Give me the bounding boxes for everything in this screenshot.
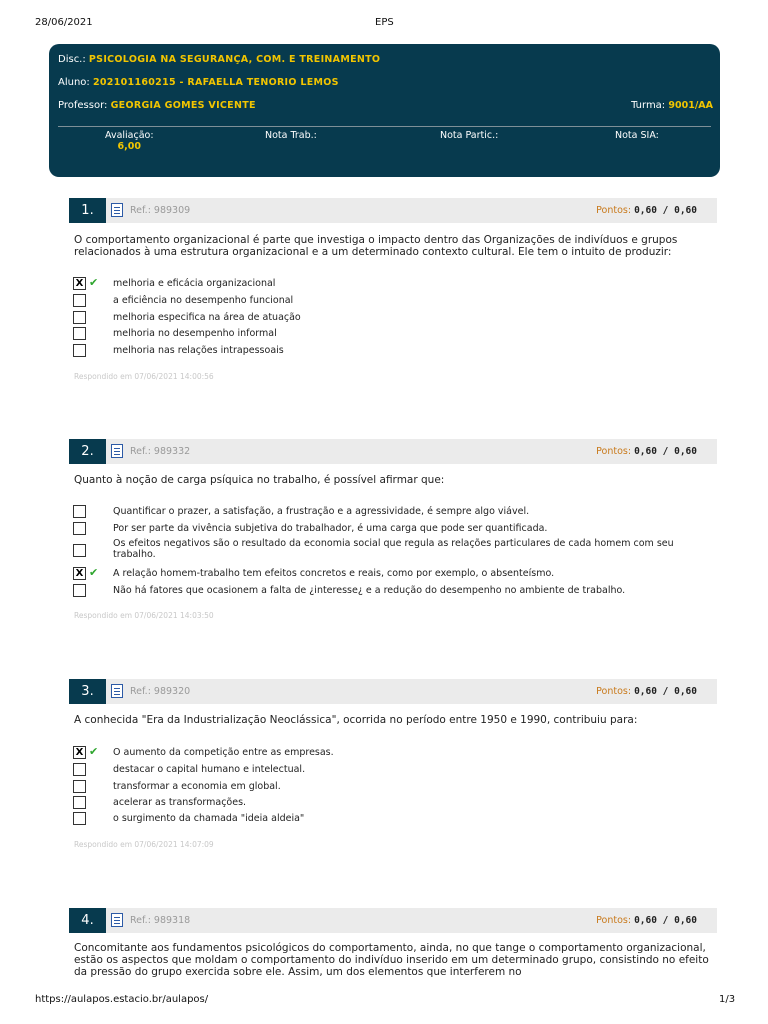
question-text: Concomitante aos fundamentos psicológicos do comportamento, ainda, no que tange o comportamento organizacional, estão os aspectos que moldam o comportamento do indivíduo inserido em um determinado grupo, consistindo no efeito da pressão do grupo exercida sobre ele. Assim, um dos elementos que interferem no (74, 942, 709, 978)
answer-option[interactable] (73, 293, 713, 309)
nota-trab-label: Nota Trab.: (265, 130, 317, 141)
option-checkbox[interactable] (73, 505, 86, 518)
answer-option[interactable] (73, 521, 713, 537)
answer-option[interactable] (73, 745, 713, 761)
question-number: 4. (69, 908, 106, 933)
question-points (596, 679, 697, 704)
student-row (58, 77, 339, 88)
document-icon[interactable] (111, 444, 123, 458)
points-label: Pontos: (596, 915, 632, 926)
option-text: destacar o capital humano e intelectual. (113, 764, 306, 775)
option-text: Por ser parte da vivência subjetiva do trabalhador, é uma carga que pode ser quantificada. (113, 523, 548, 534)
answer-option[interactable] (73, 310, 713, 326)
option-text: melhoria nas relações intrapessoais (113, 345, 284, 356)
question-text: Quanto à noção de carga psíquica no trabalho, é possível afirmar que: (74, 474, 445, 486)
nota-sia-cell (615, 130, 659, 141)
document-icon[interactable] (111, 913, 123, 927)
professor-label: Professor: (58, 100, 108, 111)
question-text: O comportamento organizacional é parte que investiga o impacto dentro das Organizações de indivíduos e grupos relacionados à uma estrutura organizacional e a um determinado contexto cultural. Ele tem o intuito de produzir: (74, 234, 678, 258)
option-checkbox[interactable]: X (73, 277, 86, 290)
option-text: melhoria especifica na área de atuação (113, 312, 301, 323)
nota-partic-cell (440, 130, 498, 141)
option-text: melhoria no desempenho informal (113, 328, 277, 339)
print-page-number: 1/3 (719, 994, 736, 1005)
points-value: 0,60 / 0,60 (634, 686, 697, 697)
print-title: EPS (375, 17, 394, 28)
option-checkbox[interactable] (73, 544, 86, 557)
option-text: a eficiência no desempenho funcional (113, 295, 294, 306)
question-header (69, 198, 717, 223)
student-info-panel (49, 44, 720, 177)
print-url[interactable]: https://aulapos.estacio.br/aulapos/ (35, 994, 209, 1005)
discipline-row (58, 54, 380, 65)
turma-label: Turma: (631, 100, 666, 111)
question-header (69, 439, 717, 464)
question-ref: Ref.: 989309 (130, 205, 191, 216)
option-checkbox[interactable] (73, 584, 86, 597)
question-number: 3. (69, 679, 106, 704)
question-text: A conhecida "Era da Industrialização Neoclássica", ocorrida no período entre 1950 e 1990, contribuiu para: (74, 714, 638, 726)
points-value: 0,60 / 0,60 (634, 446, 697, 457)
points-value: 0,60 / 0,60 (634, 205, 697, 216)
question-header (69, 908, 717, 933)
document-icon[interactable] (111, 684, 123, 698)
turma-value: 9001/AA (668, 100, 713, 111)
question-points (596, 908, 697, 933)
option-checkbox[interactable] (73, 294, 86, 307)
points-label: Pontos: (596, 686, 632, 697)
student-separator: - (175, 77, 188, 88)
nota-sia-label: Nota SIA: (615, 130, 659, 141)
answer-option[interactable] (73, 343, 713, 359)
check-icon: ✔ (89, 566, 99, 579)
option-text: melhoria e eficácia organizacional (113, 278, 276, 289)
avaliacao-cell (105, 130, 154, 152)
discipline-label: Disc.: (58, 54, 86, 65)
professor-row (58, 100, 256, 111)
answer-option[interactable] (73, 762, 713, 778)
option-checkbox[interactable] (73, 327, 86, 340)
answer-option[interactable] (73, 779, 713, 795)
student-id: 202101160215 (92, 77, 176, 88)
points-label: Pontos: (596, 446, 632, 457)
option-checkbox[interactable] (73, 796, 86, 809)
question-ref: Ref.: 989332 (130, 446, 191, 457)
answer-option[interactable] (73, 811, 713, 827)
question-ref: Ref.: 989318 (130, 915, 191, 926)
question-points (596, 198, 697, 223)
check-icon: ✔ (89, 745, 99, 758)
answered-timestamp: Respondido em 07/06/2021 14:03:50 (74, 611, 214, 620)
student-name: RAFAELLA TENORIO LEMOS (187, 77, 339, 88)
answer-option[interactable] (73, 795, 713, 811)
avaliacao-label: Avaliação: (105, 130, 154, 141)
question-header (69, 679, 717, 704)
option-checkbox[interactable] (73, 780, 86, 793)
answer-option[interactable] (73, 276, 713, 292)
nota-trab-cell (265, 130, 317, 141)
print-date: 28/06/2021 (35, 17, 93, 28)
option-checkbox[interactable] (73, 812, 86, 825)
check-icon: ✔ (89, 276, 99, 289)
question-points (596, 439, 697, 464)
answer-option[interactable] (73, 566, 713, 582)
student-label: Aluno: (58, 77, 90, 88)
question-number: 2. (69, 439, 106, 464)
option-text: transformar a economia em global. (113, 781, 281, 792)
option-text: acelerar as transformações. (113, 797, 247, 808)
avaliacao-value: 6,00 (117, 141, 141, 152)
option-text: Os efeitos negativos são o resultado da economia social que regula as relações particulares de cada homem com seu trabalho. (113, 538, 674, 560)
discipline-value: PSICOLOGIA NA SEGURANÇA, COM. E TREINAMENTO (88, 54, 381, 65)
option-checkbox[interactable]: X (73, 567, 86, 580)
points-value: 0,60 / 0,60 (634, 915, 697, 926)
answered-timestamp: Respondido em 07/06/2021 14:00:56 (74, 372, 214, 381)
option-text: Não há fatores que ocasionem a falta de ¿interesse¿ e a redução do desempenho no ambiente de trabalho. (113, 585, 626, 596)
answer-option[interactable] (73, 504, 713, 520)
option-text: O aumento da competição entre as empresas. (113, 747, 334, 758)
answered-timestamp: Respondido em 07/06/2021 14:07:09 (74, 840, 214, 849)
option-text: A relação homem-trabalho tem efeitos concretos e reais, como por exemplo, o absenteísmo. (113, 568, 555, 579)
option-checkbox[interactable] (73, 311, 86, 324)
points-label: Pontos: (596, 205, 632, 216)
panel-divider (58, 126, 711, 127)
document-icon[interactable] (111, 203, 123, 217)
option-text: Quantificar o prazer, a satisfação, a frustração e a agressividade, é sempre algo viável. (113, 506, 530, 517)
answer-option[interactable] (73, 583, 713, 599)
turma-row (631, 100, 713, 111)
option-checkbox[interactable]: X (73, 746, 86, 759)
option-checkbox[interactable] (73, 763, 86, 776)
answer-option[interactable] (73, 326, 713, 342)
option-checkbox[interactable] (73, 344, 86, 357)
nota-partic-label: Nota Partic.: (440, 130, 499, 141)
option-text: o surgimento da chamada "ideia aldeia" (113, 813, 305, 824)
professor-value: GEORGIA GOMES VICENTE (110, 100, 256, 111)
answer-option[interactable] (73, 538, 713, 567)
question-ref: Ref.: 989320 (130, 686, 191, 697)
question-number: 1. (69, 198, 106, 223)
option-checkbox[interactable] (73, 522, 86, 535)
